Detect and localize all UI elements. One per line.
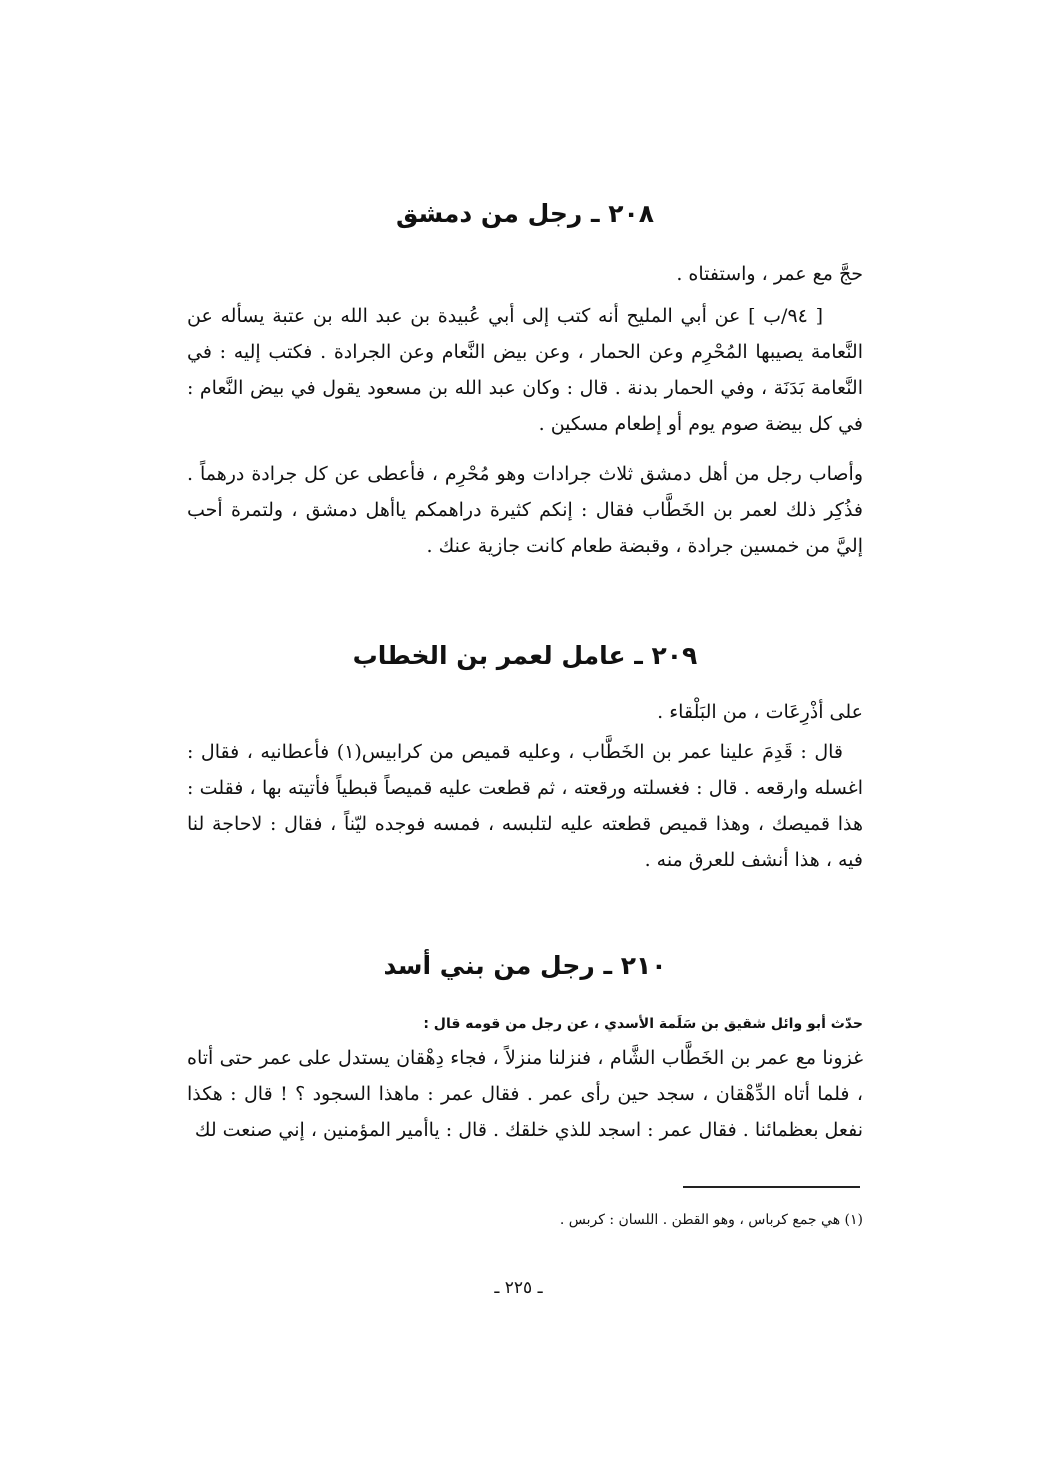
section-body-209 <box>187 694 863 878</box>
section-body-210 <box>187 1012 863 1148</box>
paragraph: قال : قَدِمَ علينا عمر بن الخَطَّاب ، وعليه قميص من كرابيس(١) فأعطانيه ، فقال : اغسله وارقعه . قال : فغسلته ورقعته ، ثم قطعت عليه قميصاً قبطياً فأتيته بها ، فقلت : هذا قميصك ، وهذا قميص قطعته عليه لتلبسه ، فمسه فوجده ليّناً ، فقال : لاحاجة لنا فيه ، هذا أنشف للعرق منه . <box>187 741 863 871</box>
page-number: ـ ٢٢٥ ـ <box>494 1278 543 1298</box>
paragraph: غزونا مع عمر بن الخَطَّاب الشَّام ، فنزلنا منزلاً ، فجاء دِهْقان يستدل على عمر حتى أتاه ، فلما أتاه الدِّهْقان ، سجد حين رأى عمر . فقال عمر : ماهذا السجود ؟ ! قال : هكذا نفعل بعظمائنا . فقال عمر : اسجد للذي خلقك . قال : ياأمير المؤمنين ، إني صنعت لك <box>187 1047 863 1141</box>
footnote: (١) هي جمع كرباس ، وهو القطن . اللسان : كربس . <box>559 1212 863 1228</box>
section-heading-210: ٢١٠ ـ رجل من بني أسد <box>383 951 667 980</box>
section-intro-208: حجَّ مع عمر ، واستفتاه . <box>676 263 863 285</box>
paragraph: وأصاب رجل من أهل دمشق ثلاث جرادات وهو مُحْرِم ، فأعطى عن كل جرادة درهماً . فذُكِر ذلك لعمر بن الخَطَّاب فقال : إنكم كثيرة دراهمكم ياأهل دمشق ، ولتمرة أحب إليَّ من خمسين جرادة ، وقبضة طعام كانت جازية عنك . <box>187 463 863 557</box>
section-body-208 <box>187 256 863 564</box>
section-heading-209: ٢٠٩ ـ عامل لعمر بن الخطاب <box>352 641 698 670</box>
paragraph: [ ٩٤/ب ] عن أبي المليح أنه كتب إلى أبي عُبيدة بن عبد الله بن عتبة يسأله عن النَّعامة يصيبها المُحْرِم وعن الحمار ، وعن بيض النَّعام وعن الجرادة . فكتب إليه : في النَّعامة بَدَنَة ، وفي الحمار بدنة . قال : وكان عبد الله بن مسعود يقول في بيض النَّعام : في كل بيضة صوم يوم أو إطعام مسكين . <box>187 305 863 435</box>
section-intro-209: على أذْرِعَات ، من البَلْقاء . <box>657 701 863 723</box>
section-heading-208: ٢٠٨ ـ رجل من دمشق <box>395 199 655 228</box>
isnad-chain: حدّث أبو وائل شقيق بن سَلَمة الأسدي ، عن رجل من قومه قال : <box>423 1016 863 1032</box>
footnote-separator <box>683 1186 860 1188</box>
